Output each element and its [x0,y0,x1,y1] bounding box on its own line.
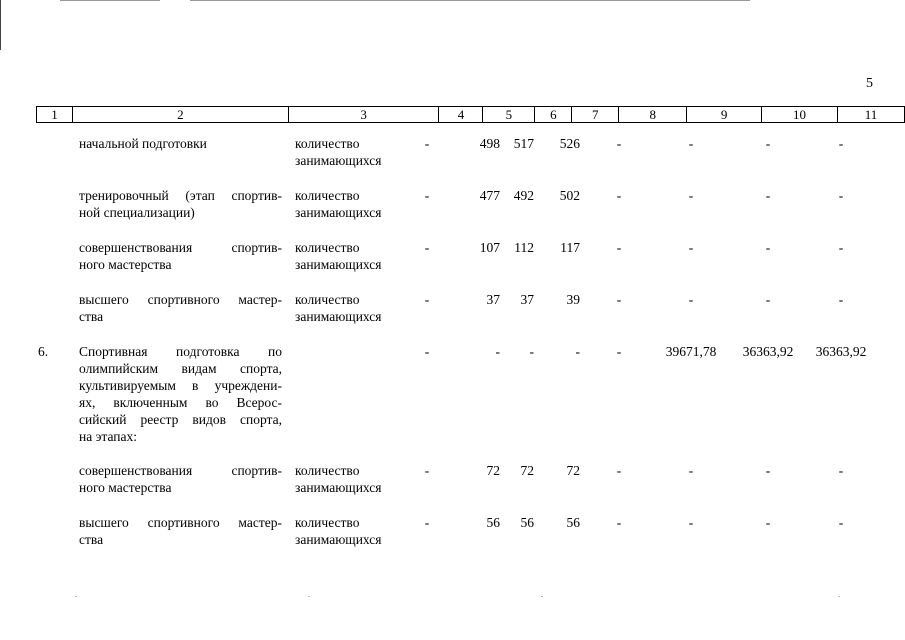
row-unit [295,462,381,496]
cell-c11: - [838,463,844,478]
row-number: 6. [38,344,49,359]
row-name [79,462,282,496]
row-name [79,343,282,445]
cell-c8: - [616,344,622,359]
cell-c6: 37 [520,292,534,307]
cell-c10: - [765,188,771,203]
cell-c11: - [838,515,844,530]
cell-c7: 72 [566,463,580,478]
scan-top-edge [60,0,160,1]
cell-c11: - [838,136,844,151]
row-name-line: ях, включенным во Всерос- [79,395,282,410]
header-cell: 9 [687,107,762,123]
row-name-line: ного мастерства [79,257,172,272]
cell-c8: - [616,240,622,255]
cell-c5: 72 [486,463,500,478]
row-name-line: ной специализации) [79,205,195,220]
cell-c10: - [765,136,771,151]
cell-c7: 502 [559,188,580,203]
cell-c10: - [765,292,771,307]
row-unit-line: занимающихся [295,153,382,168]
scan-speck [541,596,543,597]
row-unit-line: количество [295,188,360,203]
cell-c7: 39 [566,292,580,307]
row-unit [295,187,381,221]
row-name-line: на этапах: [79,429,137,444]
row-name-line: олимпийским видам спорта, [79,361,282,376]
cell-c4: - [424,136,430,151]
cell-c8: - [616,463,622,478]
row-name-line: культивируемым в учреждени- [79,378,282,393]
row-name-line: высшего спортивного мастер- [79,292,282,307]
row-name-line: сийский реестр видов спорта, [79,412,282,427]
cell-c11: - [838,188,844,203]
cell-c11: - [838,292,844,307]
row-name [79,135,282,152]
cell-c4: - [424,240,430,255]
cell-c4: - [424,344,430,359]
cell-c6: 112 [514,240,534,255]
scan-speck [838,596,840,597]
header-cell: 8 [619,107,687,123]
scan-left-edge [0,0,1,50]
cell-c7: 56 [566,515,580,530]
cell-c7: 117 [560,240,580,255]
cell-c10: 36363,92 [742,344,794,359]
row-unit-line: занимающихся [295,205,382,220]
cell-c7: - [575,344,580,359]
cell-c4: - [424,515,430,530]
row-name-line: совершенствования спортив- [79,240,282,255]
row-unit [295,239,381,273]
cell-c9: - [688,463,694,478]
row-unit-line: занимающихся [295,480,382,495]
cell-c6: 492 [513,188,534,203]
header-cell: 2 [72,107,288,123]
cell-c6: 56 [520,515,534,530]
row-unit [295,291,381,325]
cell-c8: - [616,515,622,530]
cell-c9: - [688,292,694,307]
row-name-line: высшего спортивного мастер- [79,515,282,530]
cell-c6: 517 [513,136,534,151]
row-name-line: Спортивная подготовка по [79,344,282,359]
row-unit-line: занимающихся [295,309,382,324]
cell-c10: - [765,515,771,530]
scan-speck [308,596,310,597]
cell-c4: - [424,188,430,203]
header-cell: 6 [535,107,572,123]
scan-top-edge [190,0,750,1]
cell-c10: - [765,240,771,255]
row-unit [295,135,381,169]
cell-c9: - [688,188,694,203]
row-name-line: начальной подготовки [79,136,207,151]
row-unit-line: количество [295,240,360,255]
header-cell: 11 [837,107,904,123]
cell-c9: - [688,515,694,530]
row-name-line: ного мастерства [79,480,172,495]
cell-c9: 39671,78 [665,344,717,359]
row-name [79,187,282,221]
row-name-line: тренировочный (этап спортив- [79,188,282,203]
row-name-line: совершенствования спортив- [79,463,282,478]
cell-c5: 37 [486,292,500,307]
cell-c11: 36363,92 [815,344,867,359]
row-name [79,239,282,273]
cell-c6: - [529,344,534,359]
cell-c4: - [424,292,430,307]
header-cell: 4 [439,107,483,123]
header-cell: 1 [37,107,73,123]
scan-speck [75,596,77,597]
cell-c5: 107 [479,240,500,255]
cell-c6: 72 [520,463,534,478]
cell-c8: - [616,292,622,307]
cell-c11: - [838,240,844,255]
cell-c9: - [688,240,694,255]
row-unit-line: количество [295,515,360,530]
row-name-line: ства [79,532,104,547]
cell-c5: 477 [479,188,500,203]
header-cell: 10 [762,107,838,123]
row-name [79,514,282,548]
row-unit-line: занимающихся [295,532,382,547]
row-name [79,291,282,325]
row-unit-line: занимающихся [295,257,382,272]
row-unit [295,514,381,548]
row-name-line: ства [79,309,104,324]
row-unit-line: количество [295,463,360,478]
cell-c10: - [765,463,771,478]
page-number: 5 [866,76,873,91]
cell-c9: - [688,136,694,151]
row-unit-line: количество [295,292,360,307]
cell-c5: 56 [486,515,500,530]
column-number-header [36,106,905,123]
cell-c5: - [495,344,500,359]
cell-c8: - [616,136,622,151]
header-cell: 3 [288,107,439,123]
cell-c7: 526 [559,136,580,151]
cell-c4: - [424,463,430,478]
header-cell: 7 [572,107,619,123]
cell-c5: 498 [479,136,500,151]
header-cell: 5 [483,107,535,123]
cell-c8: - [616,188,622,203]
row-unit-line: количество [295,136,360,151]
